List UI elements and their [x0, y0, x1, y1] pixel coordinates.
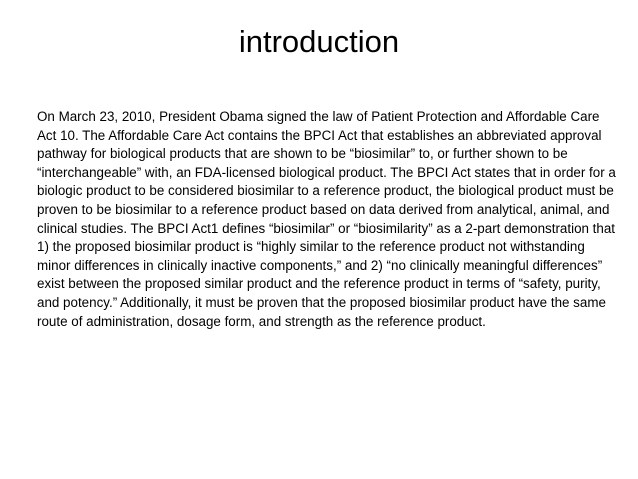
slide-title: introduction: [238, 24, 400, 59]
slide-body-text: On March 23, 2010, President Obama signed the law of Patient Protection and Affordable Care Act 10. The Affordable Care Act contains the BPCI Act that establishes an abbreviated approval pathway for biological products that are shown to be “biosimilar” to, or further shown to be “interchangeable” with, an FDA-licensed biological product. The BPCI Act states that in order for a biologic product to be considered biosimilar to a reference product, the biological product must be proven to be biosimilar to a reference product based on data derived from analytical, animal, and clinical studies. The BPCI Act1 defines “biosimilar” or “biosimilarity” as a 2-part demonstration that 1) the proposed biosimilar product is “highly similar to the reference product not withstanding minor differences in clinically inactive components,” and 2) “no clinically meaningful differences” exist between the proposed similar product and the reference product in terms of “safety, purity, and potency.” Additionally, it must be proven that the proposed biosimilar product have the same route of administration, dosage form, and strength as the reference product.: [37, 109, 616, 329]
